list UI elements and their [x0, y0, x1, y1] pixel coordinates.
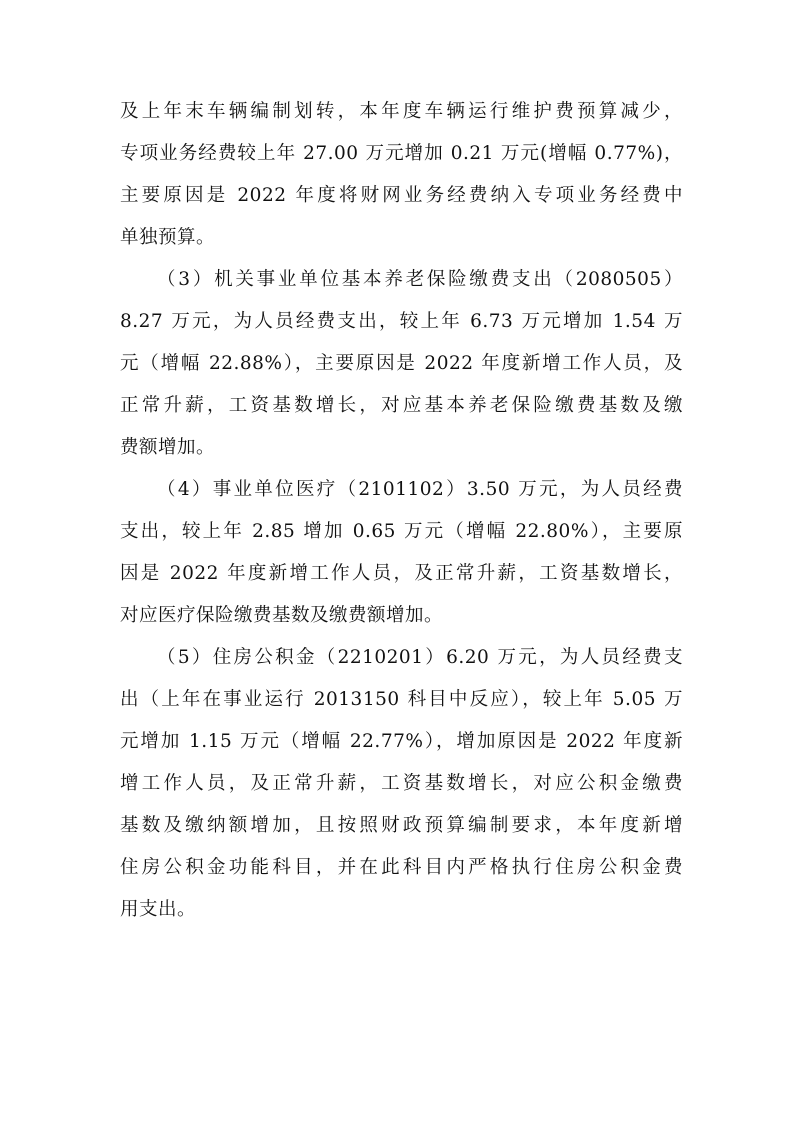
text-line-12: 因是 2022 年度新增工作人员，及正常升薪，工资基数增长， [120, 563, 683, 584]
text-line-7: 元（增幅 22.88%），主要原因是 2022 年度新增工作人员，及 [120, 353, 683, 374]
text-line-3: 主要原因是 2022 年度将财网业务经费纳入专项业务经费中 [120, 185, 683, 206]
text-line-16: 元增加 1.15 万元（增幅 22.77%），增加原因是 2022 年度新 [120, 731, 683, 752]
text-line-1: 及上年末车辆编制划转，本年度车辆运行维护费预算减少， [120, 101, 683, 122]
text-line-14: （5）住房公积金（2210201）6.20 万元，为人员经费支 [157, 647, 683, 668]
text-line-8: 正常升薪，工资基数增长，对应基本养老保险缴费基数及缴 [120, 395, 683, 416]
text-line-5: （3）机关事业单位基本养老保险缴费支出（2080505） [157, 269, 683, 290]
text-line-20: 用支出。 [120, 899, 197, 920]
text-line-19: 住房公积金功能科目，并在此科目内严格执行住房公积金费 [120, 857, 683, 878]
text-line-9: 费额增加。 [120, 437, 216, 458]
text-line-13: 对应医疗保险缴费基数及缴费额增加。 [120, 605, 444, 626]
text-line-4: 单独预算。 [120, 227, 216, 248]
body-text [120, 96, 683, 936]
text-line-11: 支出，较上年 2.85 增加 0.65 万元（增幅 22.80%），主要原 [120, 521, 683, 542]
text-line-2: 专项业务经费较上年 27.00 万元增加 0.21 万元(增幅 0.77%)， [120, 143, 683, 164]
text-line-6: 8.27 万元，为人员经费支出，较上年 6.73 万元增加 1.54 万 [120, 311, 683, 332]
text-line-18: 基数及缴纳额增加，且按照财政预算编制要求，本年度新增 [120, 815, 683, 836]
text-line-17: 增工作人员，及正常升薪，工资基数增长，对应公积金缴费 [120, 773, 683, 794]
text-line-15: 出（上年在事业运行 2013150 科目中反应），较上年 5.05 万 [120, 689, 683, 710]
text-line-10: （4）事业单位医疗（2101102）3.50 万元，为人员经费 [157, 479, 683, 500]
